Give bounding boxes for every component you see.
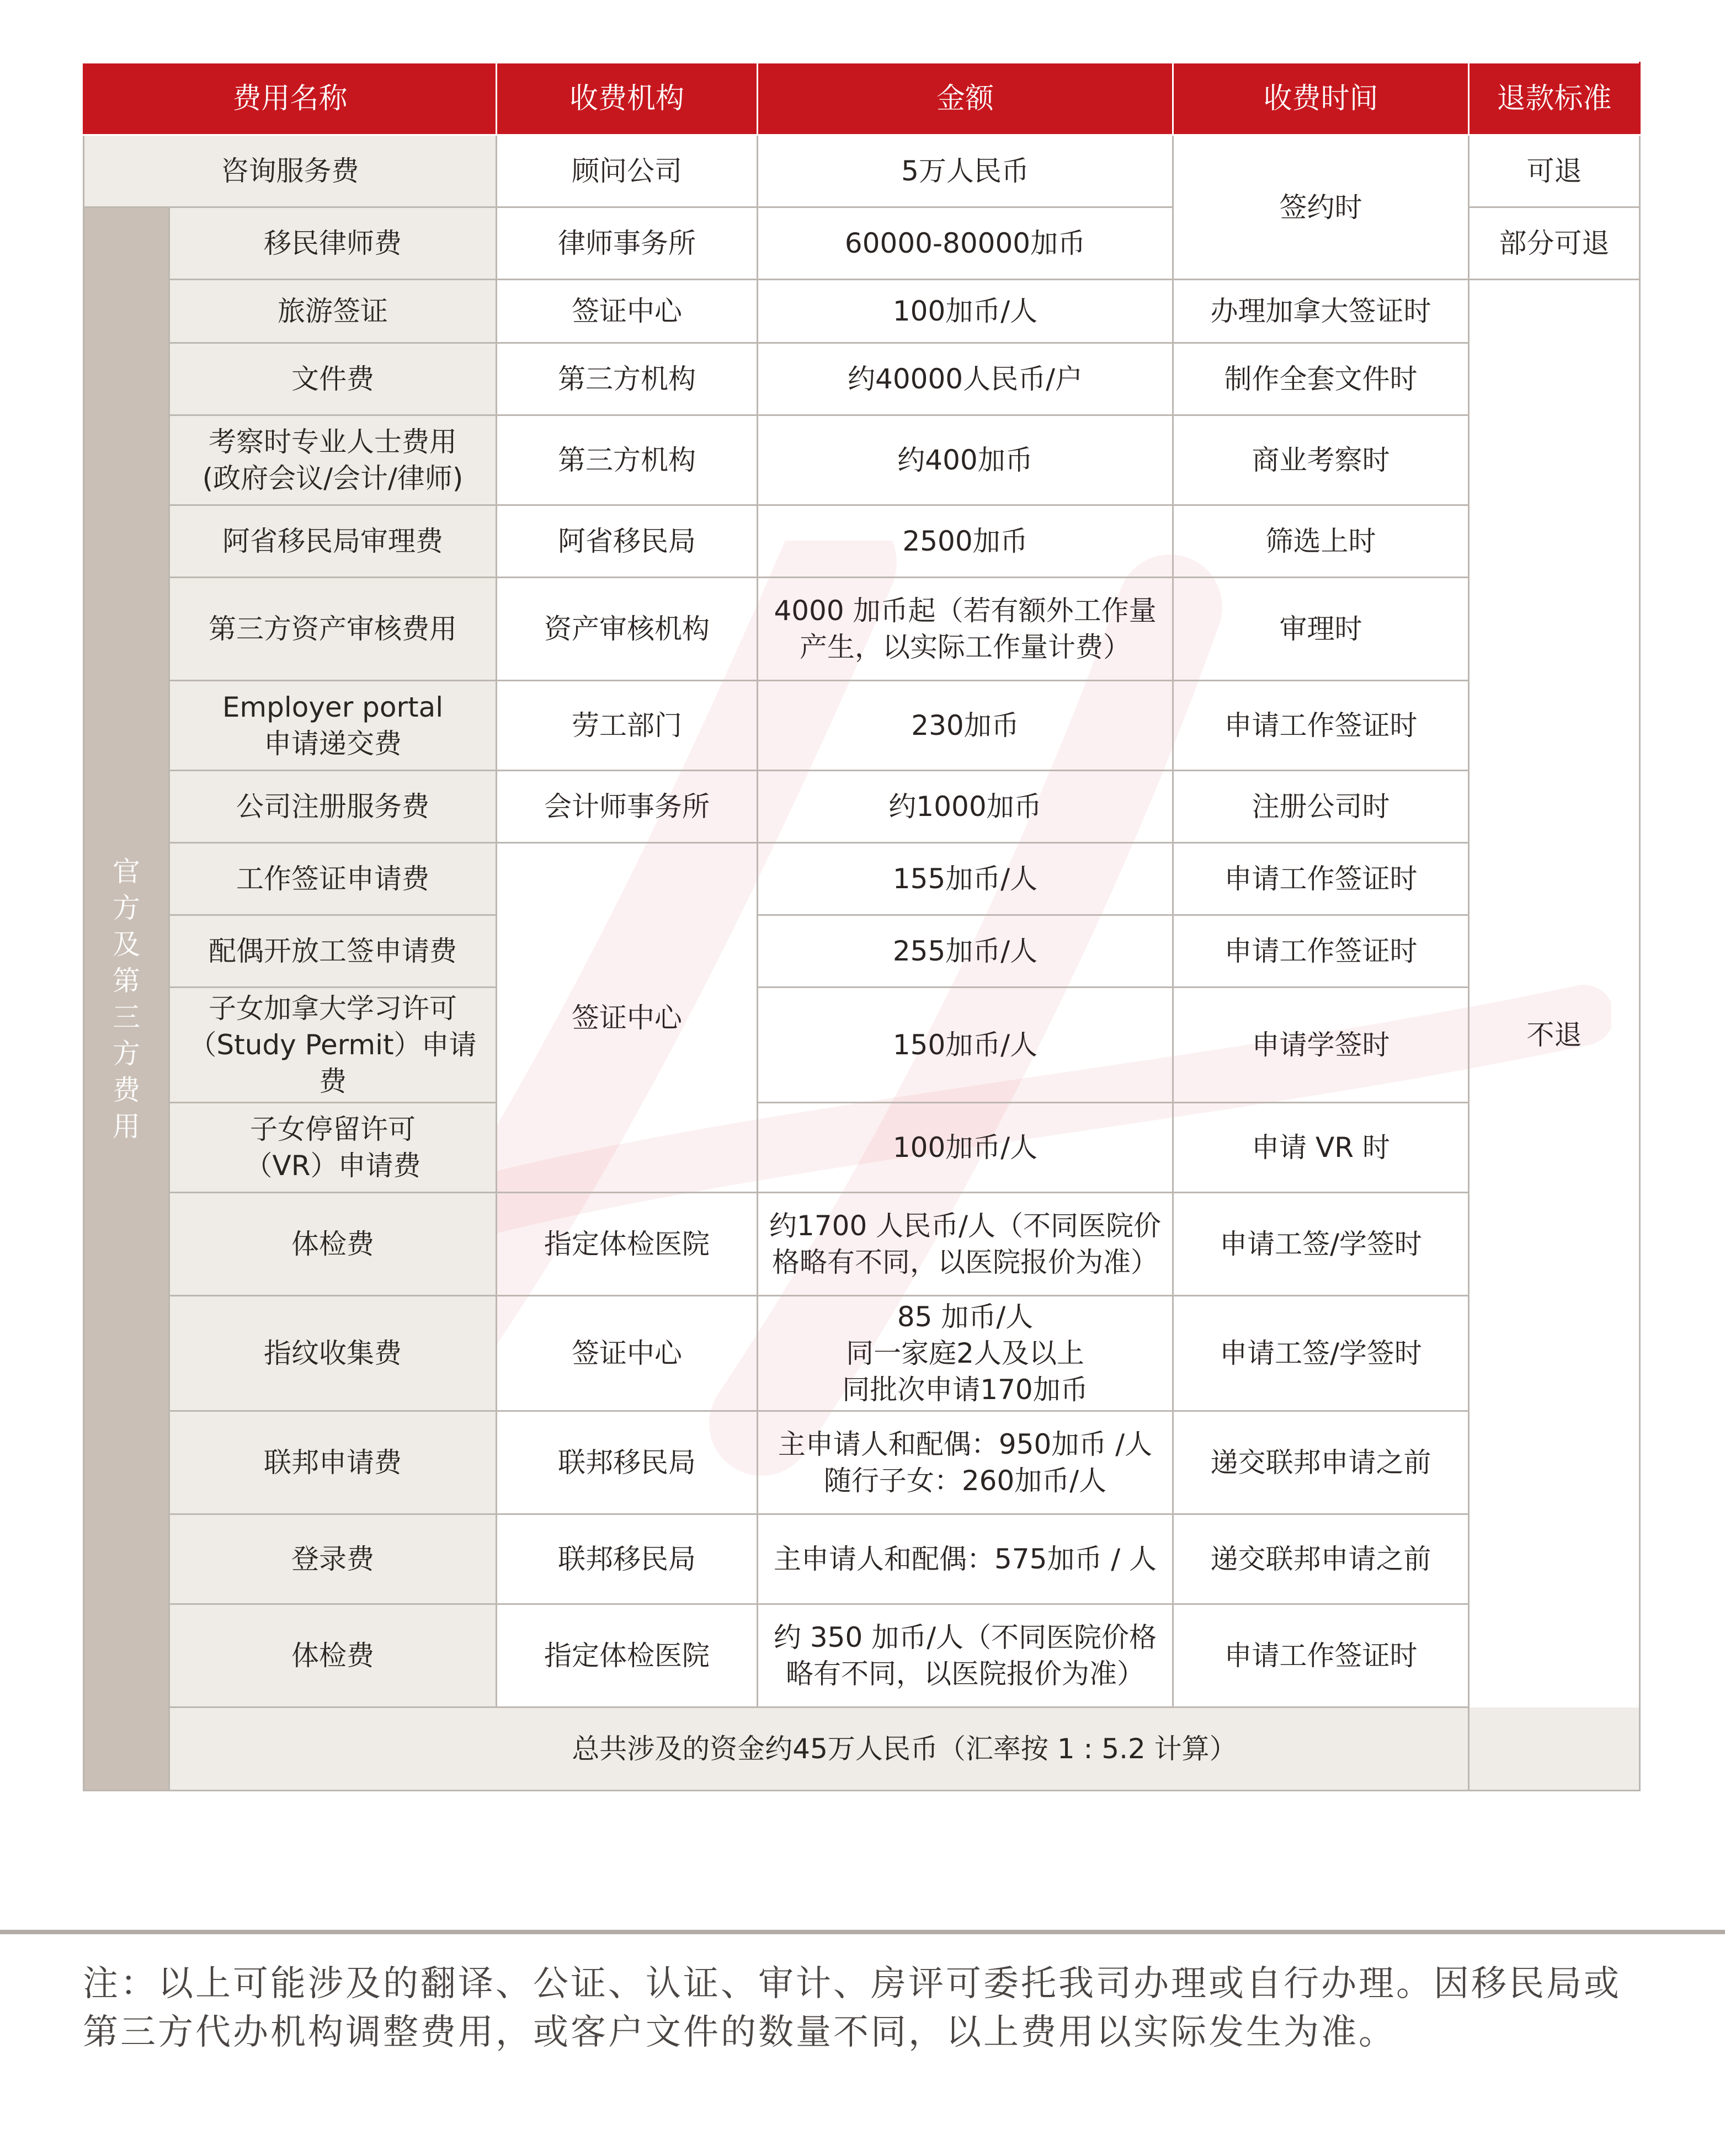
refund-standard: 部分可退 [1469,207,1640,280]
table-row [84,135,1640,207]
fee-table [83,62,1641,1791]
fee-agency: 第三方机构 [497,343,758,415]
fee-name: 子女停留许可 （VR）申请费 [169,1103,497,1193]
table-row [84,343,1640,415]
fee-time: 签约时 [1173,135,1469,280]
fee-time: 制作全套文件时 [1173,343,1469,415]
fee-name: 第三方资产审核费用 [169,578,497,681]
fee-name: 旅游签证 [169,280,497,343]
table-header-row [84,63,1640,135]
fee-name: 指纹收集费 [169,1296,497,1411]
fee-time: 递交联邦申请之前 [1173,1411,1469,1514]
fee-amount: 约400加币 [758,415,1173,505]
fee-name: 工作签证申请费 [169,843,497,915]
fee-amount: 230加币 [758,681,1173,771]
fee-agency: 顾问公司 [497,135,758,207]
fee-name: 文件费 [169,343,497,415]
fee-agency: 资产审核机构 [497,578,758,681]
fee-time: 注册公司时 [1173,771,1469,843]
table-row [84,1193,1640,1296]
fee-agency: 联邦移民局 [497,1411,758,1514]
fee-name: 配偶开放工签申请费 [169,915,497,988]
table-row [84,843,1640,915]
table-row [84,1604,1640,1707]
table-row [84,280,1640,343]
fee-time: 申请工签/学签时 [1173,1296,1469,1411]
fee-time: 申请工作签证时 [1173,915,1469,988]
table-row [84,505,1640,578]
fee-time: 申请学签时 [1173,988,1469,1103]
fee-time: 商业考察时 [1173,415,1469,505]
fee-name: 体检费 [169,1604,497,1707]
fee-time: 申请 VR 时 [1173,1103,1469,1193]
fee-time: 申请工作签证时 [1173,1604,1469,1707]
table-row [84,578,1640,681]
total-summary: 总共涉及的资金约45万人民币（汇率按 1 : 5.2 计算） [169,1707,1640,1791]
fee-amount: 约1700 人民币/人（不同医院价 格略有不同，以医院报价为准） [758,1193,1173,1296]
fee-time: 递交联邦申请之前 [1173,1514,1469,1604]
fee-amount: 主申请人和配偶：575加币 / 人 [758,1514,1173,1604]
fee-agency: 签证中心 [497,280,758,343]
footer-divider [0,1930,1725,1934]
fee-agency: 律师事务所 [497,207,758,280]
table-row [84,988,1640,1103]
fee-agency: 指定体检医院 [497,1604,758,1707]
table-row [84,681,1640,771]
fee-time: 筛选上时 [1173,505,1469,578]
table-row [84,1411,1640,1514]
fee-amount: 100加币/人 [758,1103,1173,1193]
fee-amount: 60000-80000加币 [758,207,1173,280]
fee-amount: 85 加币/人 同一家庭2人及以上 同批次申请170加币 [758,1296,1173,1411]
fee-agency: 签证中心 [497,843,758,1193]
fee-agency: 第三方机构 [497,415,758,505]
fee-agency: 阿省移民局 [497,505,758,578]
fee-agency: 签证中心 [497,1296,758,1411]
fee-name: 联邦申请费 [169,1411,497,1514]
col-header-amount: 金额 [758,63,1173,135]
fee-time: 申请工作签证时 [1173,681,1469,771]
fee-name: 子女加拿大学习许可 （Study Permit）申请费 [169,988,497,1103]
table-row [84,1103,1640,1193]
fee-amount: 约 350 加币/人（不同医院价格 略有不同，以医院报价为准） [758,1604,1173,1707]
col-header-refund: 退款标准 [1469,63,1640,135]
fee-amount: 150加币/人 [758,988,1173,1103]
col-header-agency: 收费机构 [497,63,758,135]
fee-time: 审理时 [1173,578,1469,681]
fee-name: Employer portal 申请递交费 [169,681,497,771]
fee-amount: 5万人民币 [758,135,1173,207]
col-header-fee-name: 费用名称 [84,63,497,135]
fee-name: 登录费 [169,1514,497,1604]
total-row [84,1707,1640,1791]
fee-amount: 主申请人和配偶：950加币 /人 随行子女：260加币/人 [758,1411,1173,1514]
fee-name: 移民律师费 [169,207,497,280]
fee-name: 公司注册服务费 [169,771,497,843]
table-row [84,1514,1640,1604]
fee-agency: 劳工部门 [497,681,758,771]
fee-name: 阿省移民局审理费 [169,505,497,578]
fee-agency: 指定体检医院 [497,1193,758,1296]
fee-time: 申请工签/学签时 [1173,1193,1469,1296]
table-row [84,415,1640,505]
col-header-time: 收费时间 [1173,63,1469,135]
table-row [84,771,1640,843]
fee-amount: 100加币/人 [758,280,1173,343]
fee-time: 办理加拿大签证时 [1173,280,1469,343]
fee-name: 考察时专业人士费用 (政府会议/会计/律师) [169,415,497,505]
fee-name: 咨询服务费 [84,135,497,207]
category-label: 官方及第三方费用 [84,207,169,1791]
table-row [84,1296,1640,1411]
refund-standard: 不退 [1469,280,1640,1791]
fee-name: 体检费 [169,1193,497,1296]
fee-time: 申请工作签证时 [1173,843,1469,915]
table-row [84,915,1640,988]
fee-amount: 4000 加币起（若有额外工作量 产生，以实际工作量计费） [758,578,1173,681]
fee-amount: 约1000加币 [758,771,1173,843]
fee-amount: 155加币/人 [758,843,1173,915]
fee-amount: 约40000人民币/户 [758,343,1173,415]
fee-amount: 2500加币 [758,505,1173,578]
fee-amount: 255加币/人 [758,915,1173,988]
footer-note: 注：以上可能涉及的翻译、公证、认证、审计、房评可委托我司办理或自行办理。因移民局或第三方代办机构调整费用，或客户文件的数量不同，以上费用以实际发生为准。 [83,1963,1621,2053]
fee-agency: 联邦移民局 [497,1514,758,1604]
refund-standard: 可退 [1469,135,1640,207]
fee-agency: 会计师事务所 [497,771,758,843]
